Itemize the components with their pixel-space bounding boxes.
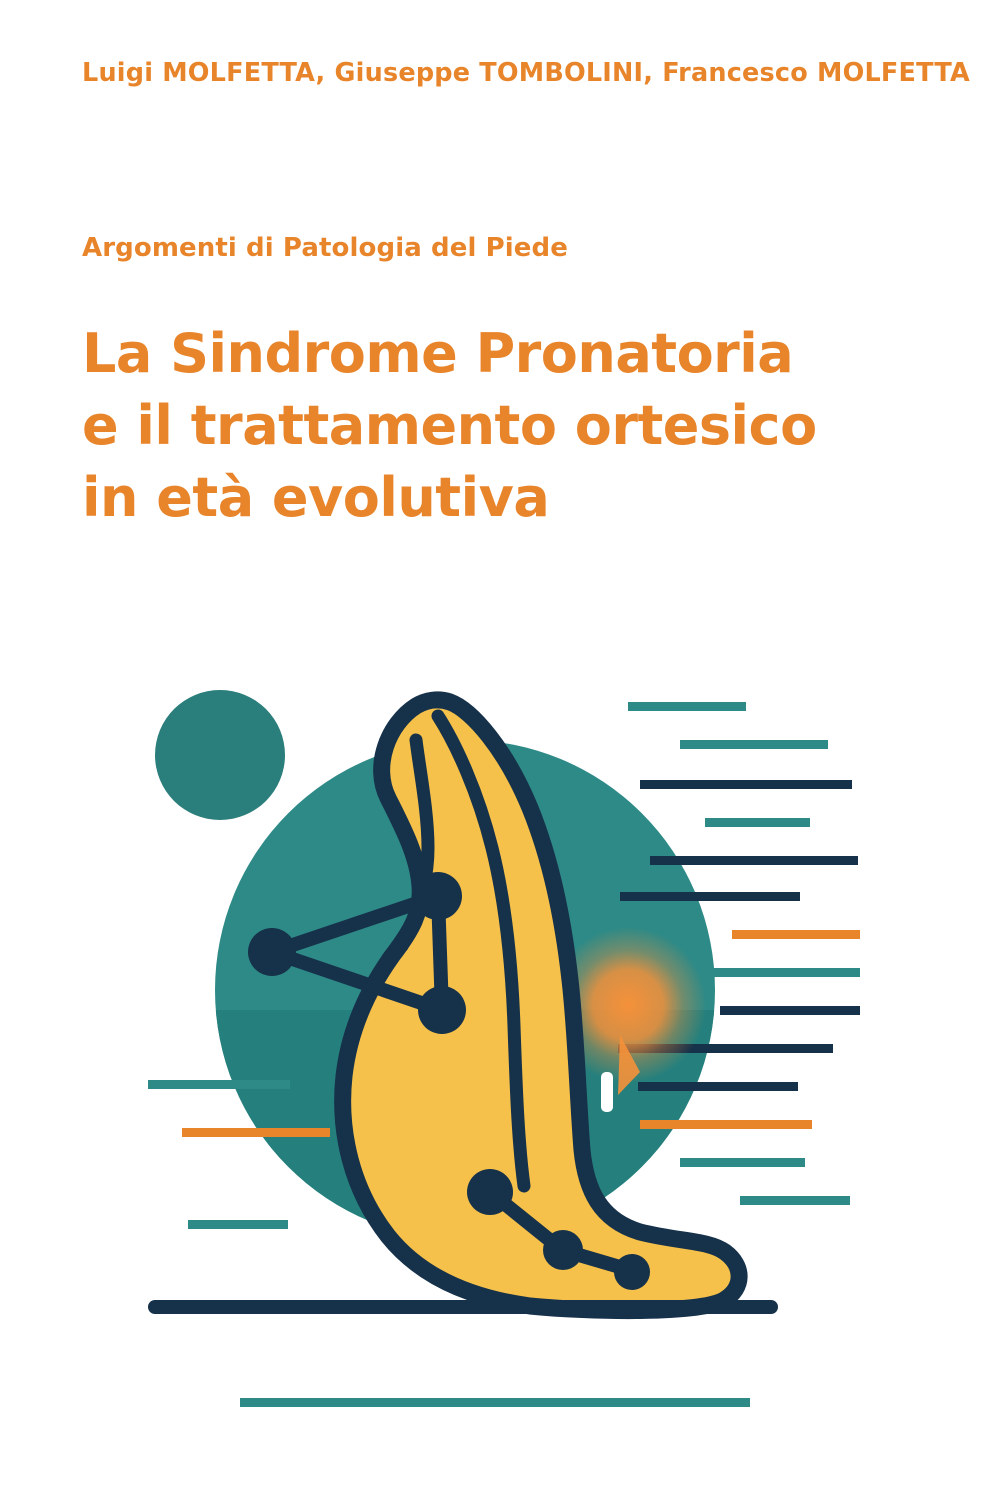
cover-illustration (120, 680, 910, 1440)
ground-line (148, 1300, 778, 1314)
title-line-2: e il trattamento ortesico (82, 394, 817, 457)
joint-node (467, 1169, 513, 1215)
page-title (82, 318, 882, 534)
joint-node (543, 1230, 583, 1270)
joint-node (614, 1254, 650, 1290)
joint-node (418, 986, 466, 1034)
joint-node (248, 928, 296, 976)
joint-node (414, 872, 462, 920)
title-line-3: in età evolutiva (82, 466, 550, 529)
title-line-1: La Sindrome Pronatoria (82, 322, 794, 385)
authors-line: Luigi MOLFETTA, Giuseppe TOMBOLINI, Francesco MOLFETTA (82, 58, 970, 88)
ground-line-secondary (240, 1398, 750, 1407)
series-title: Argomenti di Patologia del Piede (82, 233, 568, 263)
decorative-circle-small (155, 690, 285, 820)
